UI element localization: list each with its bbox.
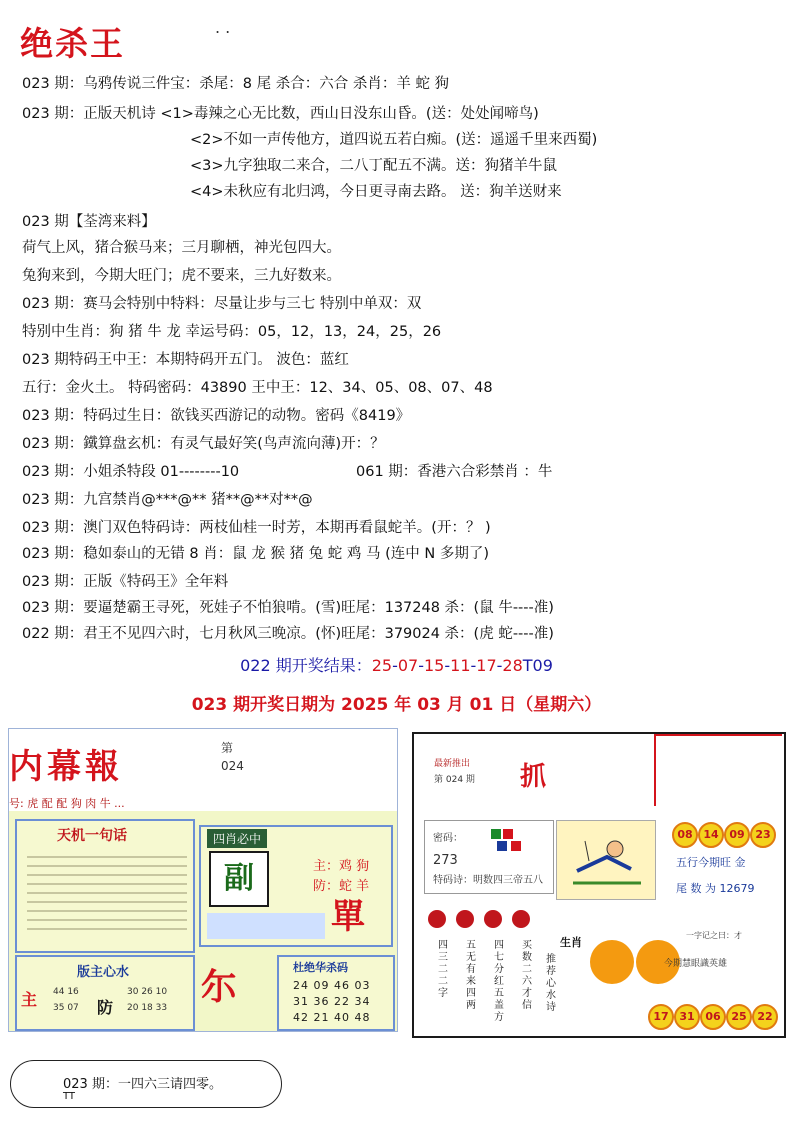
line-18: 023 期：稳如泰山的无错 8 肖：鼠 龙 猴 猪 兔 蛇 鸡 马 (连中 N 多期了) (22, 546, 489, 562)
column-1: 五 无 有 来 四 两 (466, 940, 476, 1011)
hu-character: 尓 (201, 967, 238, 1008)
bottom-ball-3: 25 (726, 1004, 752, 1030)
column-0: 四 三 二 二 字 (438, 940, 448, 999)
dujia-row-2: 42 21 40 48 (293, 1011, 371, 1024)
note-top: 一字记之曰：才 (686, 931, 742, 940)
result-num-5: 28 (502, 656, 523, 675)
sixiao-box (199, 825, 393, 947)
banzhu-numbers-2: 35 07 (53, 1003, 79, 1013)
line-21: 022 期：君王不见四六时，七月秋风三晚凉。(怀)旺尾：379024 杀：(虎 蛇----准) (22, 626, 554, 642)
result-num-1: 07 (397, 656, 419, 675)
neimu-header (9, 729, 397, 811)
banzhu-numbers-4: 20 18 33 (127, 1003, 168, 1013)
draw-result: 022 期开奖结果：25-07-15-11-17-28T09 (240, 656, 553, 675)
neimu-period-number: 024 (221, 759, 244, 773)
line-1: 023 期：正版天机诗 <1>毒辣之心无比数，西山日没东山昏。(送：处处闻啼鸟) (22, 106, 539, 122)
line-19: 023 期：正版《特码王》全年料 (22, 574, 229, 590)
line-11: 五行：金火土。 特码密码：43890 王中王：12、34、05、08、07、48 (22, 380, 493, 396)
bottom-ball-1: 31 (674, 1004, 700, 1030)
top-ball-0: 08 (672, 822, 698, 848)
line-10: 023 期特码王中王：本期特码开五门。 波色：蓝红 (22, 352, 349, 368)
line-2: <2>不如一声传他方，道四说五若白痴。(送：遥遥千里来西蜀) (190, 132, 598, 148)
mima-label: 密码： (433, 833, 463, 844)
line-9: 特别中生肖：狗 猪 牛 龙 幸运号码：05，12，13，24，25，26 (22, 324, 442, 340)
result-num-2: 15 (424, 656, 445, 675)
dujia-title: 杜绝华杀码 (293, 961, 348, 974)
cloud-bubble (10, 1060, 282, 1108)
shengxiao-label: 生肖 (560, 936, 582, 949)
neimu-panel (8, 728, 398, 1032)
zuixin-label: 最新推出 (434, 759, 471, 769)
bubble (484, 910, 502, 928)
tianji-box (15, 819, 195, 953)
column-3: 买 数 二 六 才 信 (522, 940, 532, 1011)
line-0: 023 期：乌鸦传说三件宝：杀尾：8 尾 杀合：六合 杀肖：羊 蛇 狗 (22, 76, 450, 92)
bubble (456, 910, 474, 928)
red-line-horizontal (654, 734, 782, 736)
red-line-vertical (654, 734, 656, 806)
neimu-period-label: 第 (221, 741, 234, 755)
tiger-sun-icon (590, 940, 634, 984)
mima-box (424, 820, 554, 894)
line-12: 023 期：特码过生日：欲钱买西游记的动物。密码《8419》 (22, 408, 411, 424)
dujia-row-1: 31 36 22 34 (293, 995, 371, 1008)
line-20: 023 期：要逼楚霸王寻死，死娃子不怕狼啃。(雪)旺尾：137248 杀：(鼠 牛----准) (22, 600, 554, 616)
banzhu-numbers-3: 30 26 10 (127, 987, 168, 997)
cartoon-figure-icon (557, 821, 655, 899)
zhu-text: 主：鸡 狗 (313, 859, 370, 874)
wuxing-text: 五行今期旺 金 (676, 856, 746, 869)
line-13: 023 期：鐵算盘玄机：有灵气最好笑(鸟声流向薄)开：？ (22, 436, 385, 452)
dujia-box (277, 955, 395, 1031)
bottom-ball-2: 06 (700, 1004, 726, 1030)
color-bubbles (428, 910, 540, 930)
bottom-ball-0: 17 (648, 1004, 674, 1030)
sixiao-bar (207, 913, 325, 939)
column-2: 四 七 分 红 五 盖 方 (494, 940, 504, 1023)
line-7: 兔狗来到，今期大旺门；虎不要来，三九好数来。 (22, 268, 341, 284)
line-4: <4>未秋应有北归鸿，今日更寻南去路。 送：狗羊送财来 (190, 184, 562, 200)
column-4: 推 荐 心 水 诗 (546, 954, 556, 1013)
cartoon-image (556, 820, 656, 900)
zhua-panel (412, 732, 786, 1038)
note-mid: 今期慧眼識英雄 (664, 959, 728, 969)
top-ball-1: 14 (698, 822, 724, 848)
draw-date: 023 期开奖日期为 2025 年 03 月 01 日（星期六） (191, 695, 602, 715)
bubble (512, 910, 530, 928)
neimu-subline: 号: 虎 配 配 狗 肉 牛 ... (9, 797, 125, 810)
result-prefix: 022 期开奖结果： (240, 656, 372, 675)
line-8: 023 期：赛马会特别中特料：尽量让步与三七 特别中单双：双 (22, 296, 422, 312)
sixiao-title: 四肖必中 (207, 829, 267, 848)
page-title: 绝杀王 (20, 24, 125, 63)
cloud-text: 023 期：一四六三请四零。 (63, 1077, 222, 1092)
title-dots: . . (215, 18, 231, 37)
banzhu-main: 主 (21, 990, 38, 1009)
line-14: 023 期：小姐杀特段 01--------10 (22, 464, 240, 480)
result-tail: T09 (522, 656, 553, 675)
zhua-title: 抓 (520, 762, 547, 792)
banzhu-fang: 防 (97, 998, 114, 1017)
tianji-rows (27, 849, 187, 937)
fang-text: 防：蛇 羊 (313, 879, 370, 894)
bubble (428, 910, 446, 928)
dujia-row-0: 24 09 46 03 (293, 979, 371, 992)
top-ball-2: 09 (724, 822, 750, 848)
line-16: 023 期：九宫禁肖@***@** 猪**@**对**@ (22, 492, 313, 508)
tianji-title: 天机一句话 (57, 828, 127, 844)
top-ball-3: 23 (750, 822, 776, 848)
banzhu-title: 版主心水 (77, 965, 130, 980)
line-17: 023 期：澳门双色特码诗：两枝仙桂一时芳，本期再看鼠蛇羊。(开：？ ) (22, 520, 491, 536)
neimu-title: 内幕報 (9, 747, 123, 787)
line-6: 荷气上风，猪合猴马来；三月聊栖，神光包四大。 (22, 240, 341, 256)
line-5: 023 期【荃湾来料】 (22, 214, 156, 230)
fu-character: 副 (209, 851, 269, 907)
result-num-0: 25 (371, 656, 393, 675)
result-num-3: 11 (450, 656, 471, 675)
bottom-ball-4: 22 (752, 1004, 778, 1030)
mima-value: 273 (433, 853, 458, 868)
temashi-text: 特码诗：明数四三帝五八 (433, 875, 543, 886)
color-blocks-icon (491, 829, 527, 851)
banzhu-numbers-1: 44 16 (53, 987, 79, 997)
line-3: <3>九字独取二来合，二八丁配五不满。送：狗猪羊牛鼠 (190, 158, 558, 174)
line-15: 061 期：香港六合彩禁肖 ：牛 (356, 464, 553, 480)
weishu-text: 尾 数 为 12679 (676, 882, 755, 895)
zhua-period: 第 024 期 (434, 775, 475, 785)
dan-character: 單 (331, 897, 365, 937)
banzhu-box (15, 955, 195, 1031)
result-num-4: 17 (476, 656, 497, 675)
cloud-tt: TT (63, 1091, 76, 1102)
